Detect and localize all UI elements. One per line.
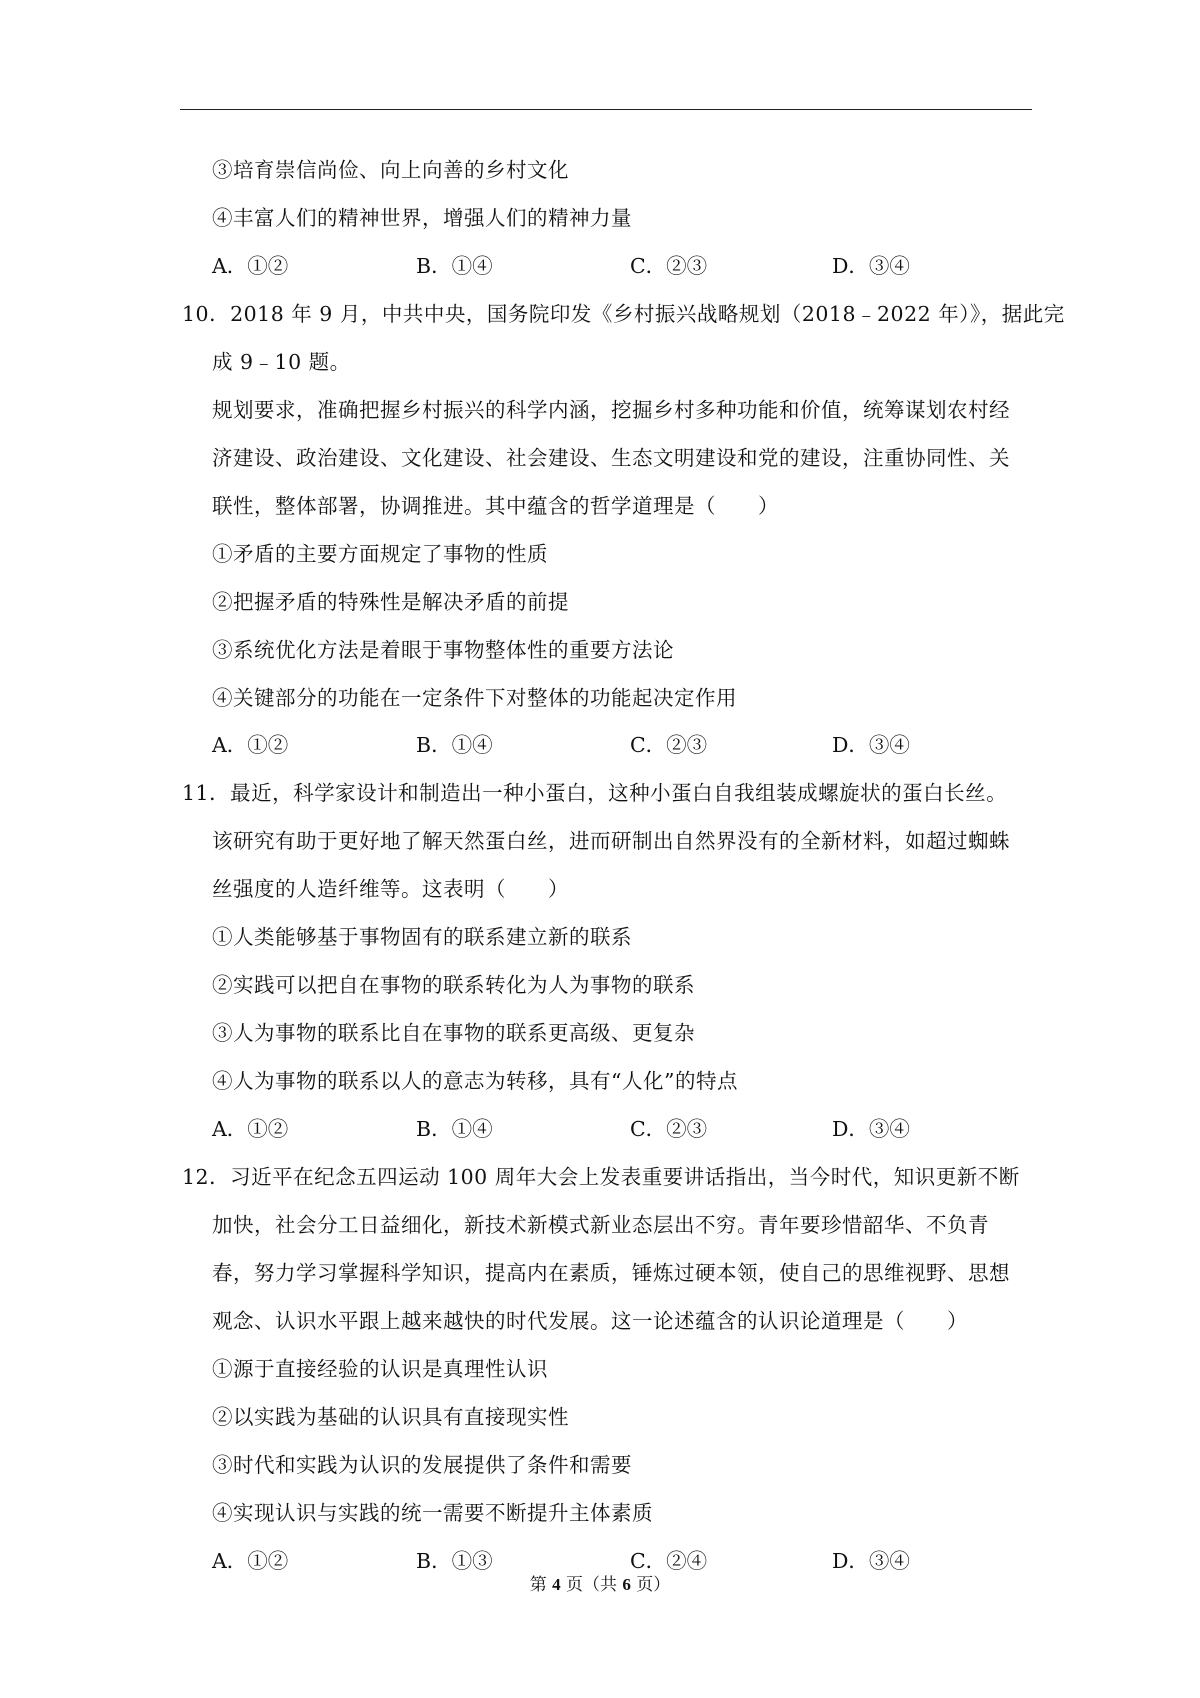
- q10-stem-line-2: 成 9﹣10 题。: [212, 350, 351, 374]
- q9-option-a[interactable]: A．①②: [212, 254, 289, 278]
- q11-option-c[interactable]: C．②③: [630, 1117, 708, 1141]
- q11-statement-3: ③人为事物的联系比自在事物的联系更高级、更复杂: [212, 1021, 695, 1045]
- footer-middle: 页（共: [560, 1575, 623, 1595]
- q12-stem-line-4: 观念、认识水平跟上越来越快的时代发展。这一论述蕴含的认识论道理是（ ）: [212, 1309, 968, 1333]
- q12-option-a[interactable]: A．①②: [212, 1549, 289, 1573]
- q12-option-d[interactable]: D．③④: [832, 1549, 910, 1573]
- footer-page-number: 4: [552, 1575, 561, 1594]
- footer-total-pages: 6: [622, 1575, 631, 1594]
- q12-option-c[interactable]: C．②④: [630, 1549, 708, 1573]
- q10-statement-2: ②把握矛盾的特殊性是解决矛盾的前提: [212, 590, 569, 614]
- q10-option-b[interactable]: B．①④: [416, 733, 493, 757]
- q9-statement-4: ④丰富人们的精神世界，增强人们的精神力量: [212, 206, 632, 230]
- q12-option-b[interactable]: B．①③: [416, 1549, 493, 1573]
- q10-option-a[interactable]: A．①②: [212, 733, 289, 757]
- q12-statement-2: ②以实践为基础的认识具有直接现实性: [212, 1405, 569, 1429]
- q10-stem-line-5: 联性，整体部署，协调推进。其中蕴含的哲学道理是（ ）: [212, 494, 779, 518]
- footer-prefix: 第: [529, 1575, 553, 1595]
- q12-stem-line-1: 12．习近平在纪念五四运动 100 周年大会上发表重要讲话指出，当今时代，知识更新不断: [182, 1165, 1020, 1189]
- q12-statement-3: ③时代和实践为认识的发展提供了条件和需要: [212, 1453, 632, 1477]
- q9-option-b[interactable]: B．①④: [416, 254, 493, 278]
- q11-option-b[interactable]: B．①④: [416, 1117, 493, 1141]
- q10-statement-1: ①矛盾的主要方面规定了事物的性质: [212, 542, 548, 566]
- q11-statement-2: ②实践可以把自在事物的联系转化为人为事物的联系: [212, 973, 695, 997]
- q9-option-d[interactable]: D．③④: [832, 254, 910, 278]
- q10-stem-line-1: 10．2018 年 9 月，中共中央，国务院印发《乡村振兴战略规划（2018﹣2022 年）》，据此完: [182, 302, 1065, 326]
- q12-stem-line-2: 加快，社会分工日益细化，新技术新模式新业态层出不穷。青年要珍惜韶华、不负青: [212, 1213, 989, 1237]
- q11-statement-4: ④人为事物的联系以人的意志为转移，具有“人化”的特点: [212, 1069, 738, 1093]
- footer-suffix: 页）: [630, 1575, 671, 1595]
- q9-statement-3: ③培育崇信尚俭、向上向善的乡村文化: [212, 158, 569, 182]
- q10-option-c[interactable]: C．②③: [630, 733, 708, 757]
- q11-stem-line-3: 丝强度的人造纤维等。这表明（ ）: [212, 877, 569, 901]
- q11-option-a[interactable]: A．①②: [212, 1117, 289, 1141]
- q10-statement-3: ③系统优化方法是着眼于事物整体性的重要方法论: [212, 638, 674, 662]
- q10-stem-line-3: 规划要求，准确把握乡村振兴的科学内涵，挖掘乡村多种功能和价值，统筹谋划农村经: [212, 398, 1010, 422]
- q11-stem-line-1: 11．最近，科学家设计和制造出一种小蛋白，这种小蛋白自我组装成螺旋状的蛋白长丝。: [182, 781, 1008, 805]
- q12-stem-line-3: 春，努力学习掌握科学知识，提高内在素质，锤炼过硬本领，使自己的思维视野、思想: [212, 1261, 1010, 1285]
- q12-statement-4: ④实现认识与实践的统一需要不断提升主体素质: [212, 1501, 653, 1525]
- q10-option-d[interactable]: D．③④: [832, 733, 910, 757]
- page-footer: [0, 1574, 1200, 1596]
- q11-stem-line-2: 该研究有助于更好地了解天然蛋白丝，进而研制出自然界没有的全新材料，如超过蜘蛛: [212, 829, 1010, 853]
- q11-option-d[interactable]: D．③④: [832, 1117, 910, 1141]
- header-rule: [180, 109, 1032, 110]
- q11-statement-1: ①人类能够基于事物固有的联系建立新的联系: [212, 925, 632, 949]
- q9-option-c[interactable]: C．②③: [630, 254, 708, 278]
- q10-stem-line-4: 济建设、政治建设、文化建设、社会建设、生态文明建设和党的建设，注重协同性、关: [212, 446, 1010, 470]
- q12-statement-1: ①源于直接经验的认识是真理性认识: [212, 1357, 548, 1381]
- q10-statement-4: ④关键部分的功能在一定条件下对整体的功能起决定作用: [212, 686, 737, 710]
